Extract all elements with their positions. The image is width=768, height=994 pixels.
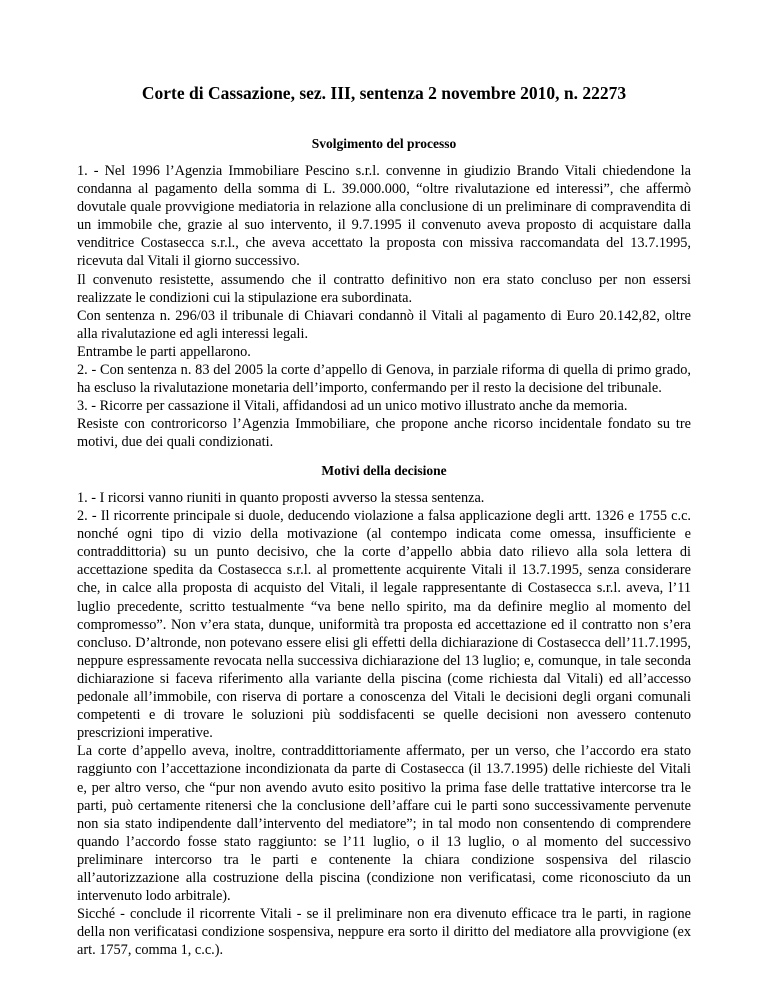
paragraph: Con sentenza n. 296/03 il tribunale di Chiavari condannò il Vitali al pagamento di Euro 20.142,82, oltre alla rivalutazione ed agli interessi legali. [77,307,691,342]
paragraph: 2. - Con sentenza n. 83 del 2005 la corte d’appello di Genova, in parziale riforma di quella di primo grado, ha escluso la rivalutazione monetaria dell’importo, confermando per il resto la decisione del tribunale. [77,362,691,397]
section-body-motivi [77,489,691,959]
section-body-svolgimento [77,162,691,452]
paragraph: La corte d’appello aveva, inoltre, contraddittoriamente affermato, per un verso, che l’accordo era stato raggiunto con l’accettazione incondizionata da parte di Costasecca (il 13.7.1995) delle richieste del Vitali e, per altro verso, che “pur non avendo avuto esito positivo la prima fase delle trattative intercorse tra le parti, può certamente ritenersi che la conclusione dell’affare cui le parti sono successivamente pervenute non sia stato indipendente dall’intervento del mediatore”; in tal modo non consentendo di comprendere quando l’accordo fosse stato raggiunto: se l’11 luglio, o il 13 luglio, o al momento del successivo preliminare intercorso tra le parti e contenente la chiara condizione sospensiva del rilascio all’autorizzazione alla costruzione della piscina (condizione non verificatasi, come riconosciuto da un intervenuto lodo arbitrale). [77,743,691,905]
paragraph: 3. - Ricorre per cassazione il Vitali, affidandosi ad un unico motivo illustrato anche da memoria. [77,398,628,415]
paragraph: 1. - Nel 1996 l’Agenzia Immobiliare Pescino s.r.l. convenne in giudizio Brando Vitali chiedendone la condanna al pagamento della somma di L. 39.000.000, “oltre rivalutazione ed interessi”, che affermò dovutale quale provvigione mediatoria in relazione alla conclusione di un preliminare di compravendita di un immobile che, grazie al suo intervento, il 9.7.1995 il convenuto aveva proposto di acquistare dalla venditrice Costasecca s.r.l., che aveva accettato la proposta con missiva raccomandata del 13.7.1995, ricevuta dal Vitali il giorno successivo. [77,163,691,270]
paragraph: Il convenuto resistette, assumendo che il contratto definitivo non era stato concluso per non essersi realizzate le condizioni cui la stipulazione era subordinata. [77,271,691,306]
section-heading-motivi: Motivi della decisione [321,463,447,478]
paragraph: Resiste con controricorso l’Agenzia Immobiliare, che propone anche ricorso incidentale fondato su tre motivi, due dei quali condizionati. [77,416,691,451]
section-heading-svolgimento: Svolgimento del processo [311,136,457,151]
paragraph: Entrambe le parti appellarono. [77,343,251,360]
paragraph: 2. - Il ricorrente principale si duole, deducendo violazione a falsa applicazione degli artt. 1326 e 1755 c.c. nonché ogni tipo di vizio della motivazione (al contempo indicata come omessa, insufficiente e contraddittoria) su un punto decisivo, che la corte d’appello abbia dato rilievo alla sola lettera di accettazione spedita da Costasecca s.r.l. al promettente acquirente Vitali il 13.7.1995, senza considerare che, in calce alla proposta di acquisto del Vitali, il legale rappresentante di Costasecca s.r.l. aveva, l’11 luglio precedente, scritto testualmente “va bene nello spirito, ma da definire meglio al momento del compromesso”. Non v’era stata, dunque, uniformità tra proposta ed accettazione ed il contratto non s’era concluso. D’altronde, non potevano essere elisi gli effetti della dichiarazione di Costasecca dell’11.7.1995, neppure espressamente revocata nella successiva dichiarazione del 13 luglio; e, comunque, in tale seconda dichiarazione si faceva riferimento alla variante della piscina (come richiesta dal Vitali) ed all’accesso pedonale all’immobile, con riserva di portare a conoscenza del Vitali le decisioni degli organi comunali competenti e di trovare le soluzioni più soddisfacenti se quelle decisioni non avessero contenuto prescrizioni imperative. [77,508,691,742]
paragraph: 1. - I ricorsi vanno riuniti in quanto proposti avverso la stessa sentenza. [77,490,485,506]
document-title: Corte di Cassazione, sez. III, sentenza 2 novembre 2010, n. 22273 [141,83,627,103]
paragraph: Sicché - conclude il ricorrente Vitali - se il preliminare non era divenuto efficace tra le parti, in ragione della non verificatasi condizione sospensiva, neppure era sorto il diritto del mediatore alla provvigione (ex art. 1757, comma 1, c.c.). [77,906,691,959]
